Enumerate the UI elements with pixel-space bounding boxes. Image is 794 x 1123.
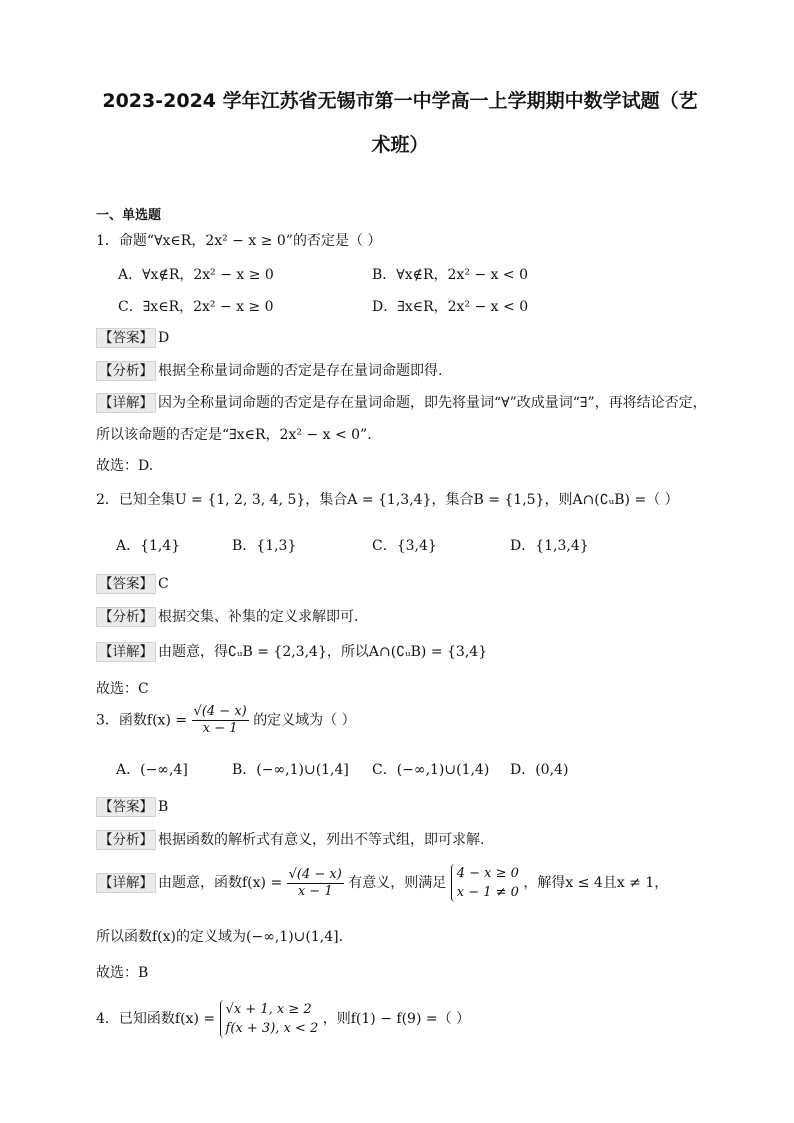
question-2-choose: 故选：C (96, 681, 149, 697)
question-3-choose: 故选：B (96, 965, 149, 981)
analysis-tag: 【分析】 (96, 361, 156, 381)
question-1-option-b: B．∀x∉R，2x² − x < 0 (372, 267, 529, 283)
question-2-option-c: C．{3,4} (372, 538, 437, 554)
question-3-stem-suffix: 的定义域为（ ） (253, 712, 356, 729)
question-2-option-b: B．{1,3} (232, 538, 297, 554)
question-1-analysis-text: 根据全称量词命题的否定是存在量词命题即得. (158, 363, 443, 379)
question-1-stem: 1．命题“∀x∈R，2x² − x ≥ 0”的否定是（ ） (96, 233, 382, 249)
question-3-analysis-text: 根据函数的解析式有意义，列出不等式组，即可求解. (158, 832, 485, 848)
question-4-stem-prefix: 4．已知函数f(x) = (96, 1011, 216, 1027)
system-line-1: 4 − x ≥ 0 (456, 866, 519, 881)
question-1-option-d: D．∃x∈R，2x² − x < 0 (372, 299, 529, 315)
question-2-detail-text: 由题意，得∁ᵤB = {2,3,4}，所以A∩(∁ᵤB) = {3,4} (158, 644, 488, 660)
question-1-option-a: A．∀x∉R，2x² − x ≥ 0 (118, 267, 274, 283)
question-1-choose: 故选：D. (96, 458, 154, 474)
question-3-answer (96, 797, 168, 817)
question-1-option-c: C．∃x∈R，2x² − x ≥ 0 (118, 299, 274, 315)
analysis-tag: 【分析】 (96, 607, 156, 627)
question-2-analysis (96, 606, 358, 627)
question-3-answer-value: B (158, 799, 169, 815)
question-3-analysis (96, 829, 484, 850)
question-2-answer-value: C (158, 576, 169, 592)
question-2-analysis-text: 根据交集、补集的定义求解即可. (158, 609, 359, 625)
question-2-detail (96, 641, 487, 662)
question-3-fraction (192, 704, 249, 737)
system-line-2: x − 1 ≠ 0 (456, 885, 519, 900)
fraction-numerator: √(4 − x) (288, 866, 342, 882)
question-3-option-b: B．(−∞,1)∪(1,4] (232, 762, 349, 778)
analysis-tag: 【分析】 (96, 830, 156, 850)
section-heading: 一、单选题 (96, 208, 162, 223)
question-3-detail-line2: 所以函数f(x)的定义域为(−∞,1)∪(1,4]. (96, 929, 344, 945)
question-3-detail-fraction (287, 867, 344, 900)
document-title-line2: 术班） (371, 134, 429, 156)
question-3-option-a: A．(−∞,4] (116, 762, 188, 778)
question-2-option-d: D．{1,3,4} (510, 538, 589, 554)
fraction-numerator: √(4 − x) (193, 704, 247, 719)
question-3-stem (96, 704, 356, 737)
detail-tag: 【详解】 (96, 873, 156, 893)
fraction-denominator: x − 1 (297, 883, 333, 899)
answer-tag: 【答案】 (96, 797, 156, 817)
question-3-option-d: D．(0,4) (510, 762, 569, 778)
question-2-answer (96, 574, 169, 594)
question-2-stem: 2．已知全集U = {1, 2, 3, 4, 5}，集合A = {1,3,4}，集合B = {1,5}，则A∩(∁ᵤB) =（ ） (96, 492, 679, 508)
question-1-answer-value: D (158, 330, 170, 346)
document-title-line1: 2023-2024 学年江苏省无锡市第一中学高一上学期期中数学试题（艺 (102, 90, 698, 112)
piecewise-line-1: √x + 1, x ≥ 2 (225, 1002, 312, 1017)
question-3-detail-suffix: ，解得x ≤ 4且x ≠ 1， (523, 875, 669, 891)
question-1-detail-line1: 因为全称量词命题的否定是存在量词命题，即先将量词“∀”改成量词“∃”，再将结论否定， (158, 395, 707, 411)
question-1-detail (96, 392, 707, 413)
question-3-detail-prefix: 由题意，函数f(x) = (158, 875, 283, 891)
question-3-stem-prefix: 3．函数f(x) = (96, 712, 188, 729)
piecewise-definition (220, 1000, 319, 1038)
question-1-analysis (96, 360, 442, 381)
piecewise-line-2: f(x + 3), x < 2 (225, 1021, 319, 1036)
answer-tag: 【答案】 (96, 574, 156, 594)
question-1-detail-line2: 所以该命题的否定是“∃x∈R，2x² − x < 0”. (96, 427, 372, 443)
fraction-denominator: x − 1 (202, 721, 238, 736)
question-2-option-a: A．{1,4} (116, 538, 181, 554)
inequality-system (451, 864, 519, 902)
answer-tag: 【答案】 (96, 328, 156, 348)
question-4-stem-suffix: ，则f(1) − f(9) =（ ） (322, 1011, 471, 1027)
detail-tag: 【详解】 (96, 393, 156, 413)
detail-tag: 【详解】 (96, 642, 156, 662)
question-3-detail-mid: 有意义，则满足 (348, 875, 447, 891)
question-4-stem (96, 1000, 470, 1038)
question-3-option-c: C．(−∞,1)∪(1,4) (372, 762, 490, 778)
question-3-detail (96, 864, 668, 902)
question-1-answer (96, 328, 169, 348)
